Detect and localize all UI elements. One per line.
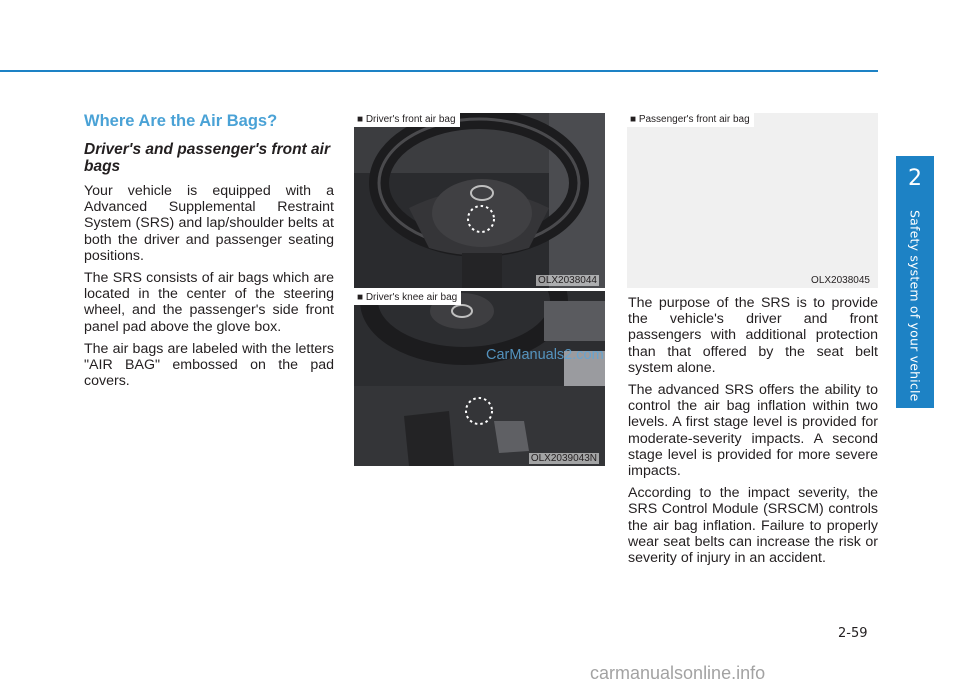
page-number: 2-59 bbox=[838, 626, 868, 641]
figure-caption: ■ Driver's front air bag bbox=[354, 113, 460, 127]
header-rule bbox=[0, 70, 878, 72]
figure-passenger-front-airbag bbox=[627, 113, 878, 288]
chapter-tab bbox=[896, 156, 934, 408]
figure-driver-knee-airbag bbox=[354, 291, 605, 466]
footer-watermark: carmanualsonline.info bbox=[590, 663, 766, 683]
figure-code: OLX2038045 bbox=[811, 275, 870, 286]
knee-area-illustration bbox=[354, 291, 605, 466]
figure-caption: ■ Passenger's front air bag bbox=[627, 113, 754, 127]
paragraph-advanced-srs: The advanced SRS offers the ability to control the air bag inflation within two levels. A first stage level is provided for moderate-severity impacts. A second stage level is provided for more severe impacts. bbox=[628, 382, 878, 480]
paragraph-labels: The air bags are labeled with the letters "AIR BAG" embossed on the pad covers. bbox=[84, 340, 334, 390]
right-column bbox=[628, 295, 878, 572]
figure-code: OLX2039043N bbox=[530, 453, 597, 464]
figure-caption: ■ Driver's knee air bag bbox=[354, 291, 461, 305]
chapter-number: 2 bbox=[908, 166, 922, 191]
paragraph-srscm: According to the impact severity, the SRS Control Module (SRSCM) controls the air bag inflation. Failure to properly wear seat belts can increase the risk or severity of injury in an accident. bbox=[628, 485, 878, 567]
figure-driver-front-airbag bbox=[354, 113, 605, 288]
steering-wheel-illustration bbox=[354, 113, 605, 288]
paragraph-srs-location: The SRS consists of air bags which are located in the center of the steering wheel, and the passenger's side front panel pad above the glove box. bbox=[84, 270, 334, 335]
paragraph-equipment: Your vehicle is equipped with a Advanced Supplemental Restraint System (SRS) and lap/shoulder belts at both the driver and passenger seating positions. bbox=[84, 183, 334, 264]
section-title: Where Are the Air Bags? bbox=[84, 112, 278, 130]
passenger-dash-illustration bbox=[627, 113, 878, 288]
watermark-overlay: CarManuals2.com bbox=[486, 347, 604, 363]
chapter-title: Safety system of your vehicle bbox=[907, 210, 923, 402]
section-subtitle: Driver's and passenger's front air bags bbox=[84, 141, 330, 175]
left-column bbox=[84, 112, 334, 395]
figure-code: OLX2038044 bbox=[538, 275, 597, 286]
paragraph-srs-purpose: The purpose of the SRS is to provide the vehicle's driver and front passengers with additional protection than that offered by the seat belt system alone. bbox=[628, 295, 878, 376]
